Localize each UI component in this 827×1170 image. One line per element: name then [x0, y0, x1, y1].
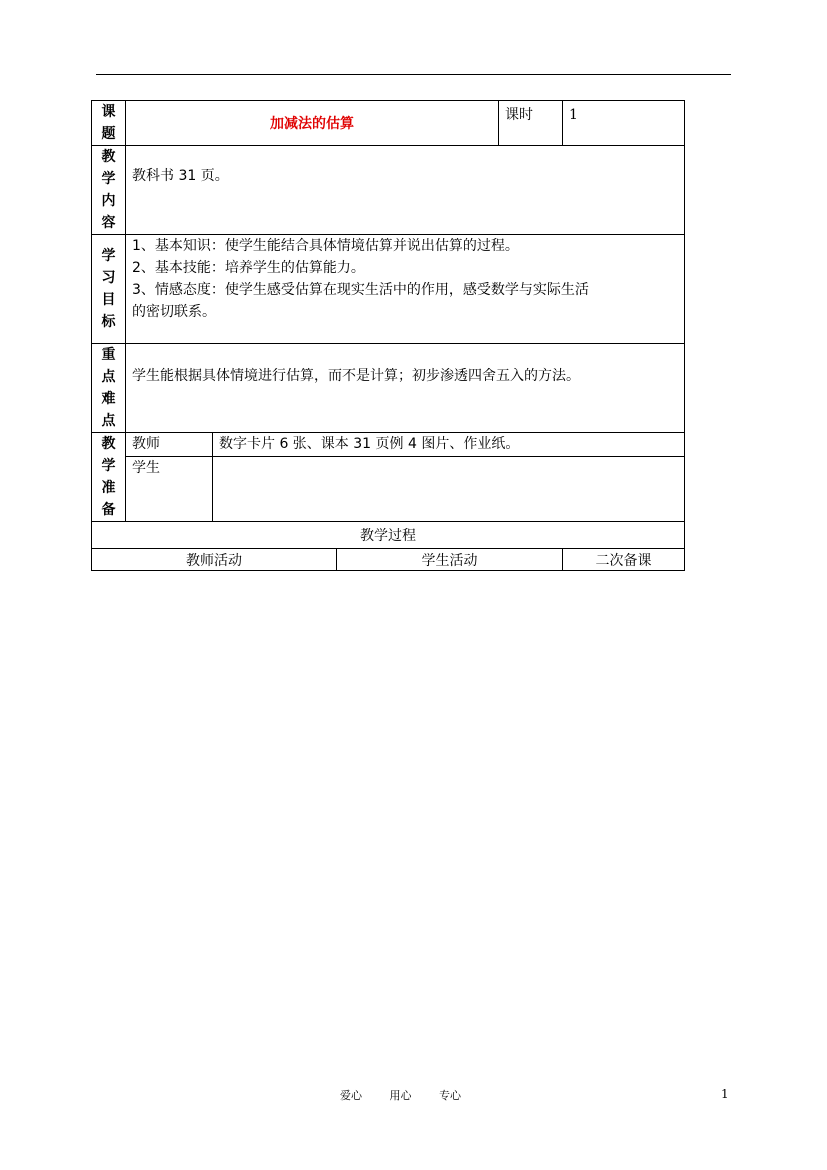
content-label: 教 学 内 容 [92, 146, 126, 235]
process-columns-row [92, 549, 685, 571]
key-points-label: 重 点 难 点 [92, 344, 126, 433]
student-label: 学生 [126, 456, 213, 521]
title-row [92, 101, 685, 146]
second-prep-header: 二次备课 [563, 549, 685, 571]
student-activity-header: 学生活动 [337, 549, 563, 571]
prep-label: 教 学 准 备 [92, 433, 126, 522]
lesson-plan-table [91, 100, 685, 571]
goal-item: 的密切联系。 [132, 304, 216, 320]
goals-row [92, 235, 685, 344]
teacher-activity-header: 教师活动 [92, 549, 337, 571]
period-label: 课时 [499, 101, 563, 146]
page-number: 1 [721, 1087, 729, 1101]
process-header-row [92, 522, 685, 549]
period-value: 1 [563, 101, 685, 146]
teacher-label: 教师 [126, 433, 213, 457]
goals-label: 学 习 目 标 [92, 235, 126, 344]
goal-item: 2、基本技能：培养学生的估算能力。 [132, 260, 365, 276]
prep-student-row [92, 456, 685, 521]
student-prep [213, 456, 685, 521]
process-header: 教学过程 [92, 522, 685, 549]
prep-teacher-row [92, 433, 685, 457]
learning-goals [126, 235, 685, 344]
goal-item: 1、基本知识：使学生能结合具体情境估算并说出估算的过程。 [132, 238, 519, 254]
content-row [92, 146, 685, 235]
lesson-title: 加减法的估算 [126, 101, 499, 146]
goal-item: 3、情感态度：使学生感受估算在现实生活中的作用，感受数学与实际生活 [132, 282, 589, 298]
key-points-row [92, 344, 685, 433]
title-label: 课 题 [92, 101, 126, 146]
footer-motto: 爱心 用心 专心 [340, 1089, 461, 1102]
lesson-content: 教科书 31 页。 [126, 146, 685, 235]
key-points: 学生能根据具体情境进行估算，而不是计算；初步渗透四舍五入的方法。 [126, 344, 685, 433]
teacher-prep: 数字卡片 6 张、课本 31 页例 4 图片、作业纸。 [213, 433, 685, 457]
header-rule [96, 74, 731, 75]
